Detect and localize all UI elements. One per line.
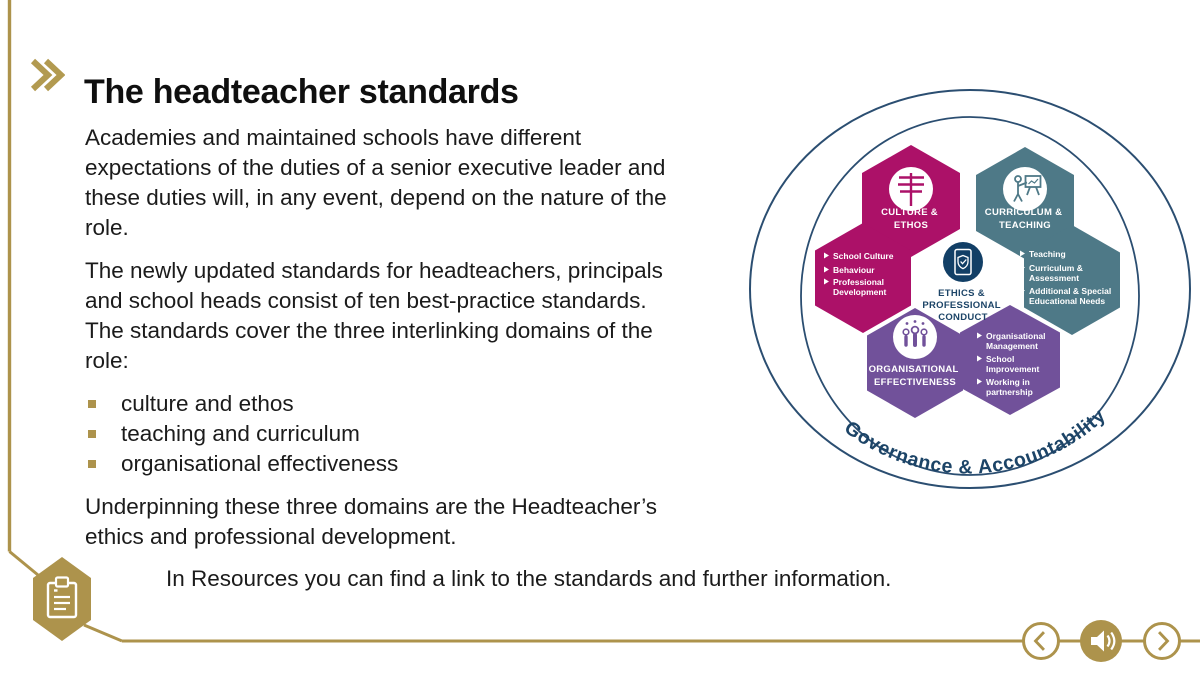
clipboard-icon (48, 578, 76, 618)
domain-bullet-list (85, 389, 785, 479)
list-item: teaching and curriculum (85, 419, 785, 449)
paragraph-2 (85, 256, 785, 376)
domain-label: CURRICULUM & TEACHING (984, 207, 1063, 231)
text-line: and school heads consist of ten best-practice standards. (85, 288, 647, 313)
paragraph-1 (85, 123, 785, 243)
domain-label: ORGANISATIONAL EFFECTIVENESS (868, 364, 959, 388)
domain-label: CULTURE & ETHOS (881, 207, 938, 231)
list-item: organisational effectiveness (85, 449, 785, 479)
domain-items: School Culture Behaviour Professional Development (833, 251, 894, 297)
resources-hexagon (33, 557, 91, 641)
text-line: Academies and maintained schools have different (85, 125, 582, 150)
domain-items: Teaching Curriculum & Assessment Additional & Special Educational Needs (1029, 249, 1112, 306)
page-title: The headteacher standards (84, 72, 519, 111)
chevron-right-icon (1146, 625, 1178, 657)
domain-items: Organisational Management School Improvement Working in partnership (986, 331, 1046, 397)
text-line: role. (85, 215, 129, 240)
audio-button[interactable] (1080, 620, 1122, 662)
next-button[interactable] (1143, 622, 1181, 660)
paragraph-3 (85, 492, 785, 552)
text-line: ethics and professional development. (85, 524, 457, 549)
resources-note: In Resources you can find a link to the standards and further information. (166, 566, 892, 591)
standards-diagram (740, 85, 1200, 491)
text-line: these duties will, in any event, depend on the nature of the (85, 185, 667, 210)
text-line: expectations of the duties of a senior executive leader and (85, 155, 666, 180)
list-item: culture and ethos (85, 389, 785, 419)
domain-ethics-professional-conduct (922, 238, 1003, 323)
body-text (85, 123, 785, 565)
text-line: The newly updated standards for headteachers, principals (85, 258, 663, 283)
text-line: role: (85, 348, 129, 373)
text-line: The standards cover the three interlinking domains of the (85, 318, 653, 343)
domain-label: ETHICS & PROFESSIONAL CONDUCT (922, 288, 1001, 323)
chevron-left-icon (1025, 625, 1057, 657)
ring-label: Governance & Accountability (840, 404, 1111, 479)
text-line: Underpinning these three domains are the Headteacher’s (85, 494, 658, 519)
speaker-icon (1080, 620, 1122, 662)
previous-button[interactable] (1022, 622, 1060, 660)
double-chevron-icon (29, 58, 65, 92)
